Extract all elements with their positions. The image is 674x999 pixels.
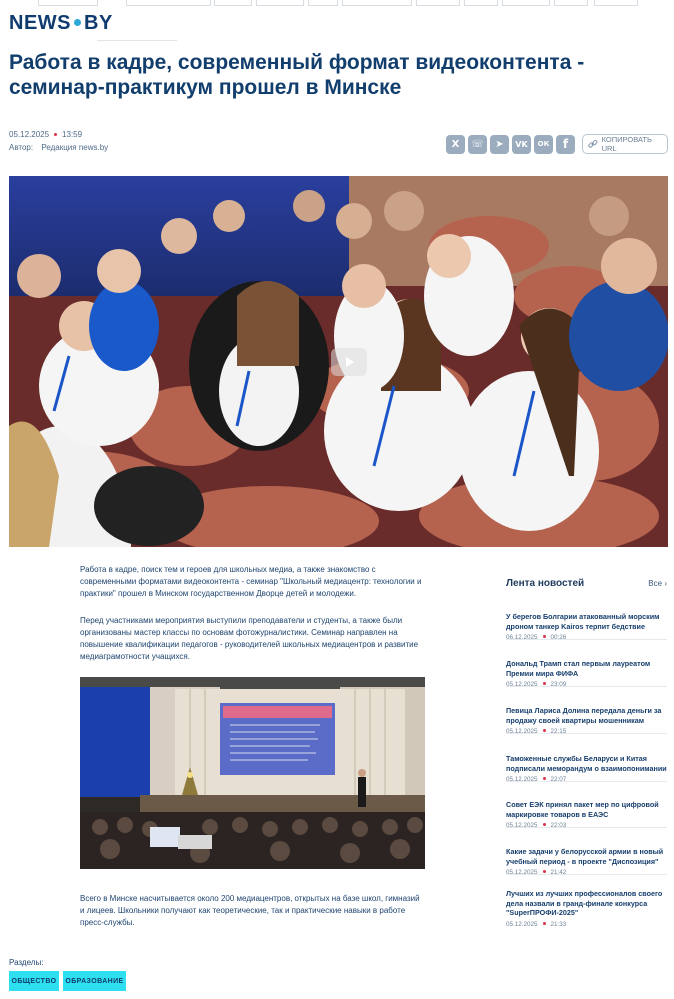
article-inline-photo[interactable] xyxy=(80,677,425,869)
item-time: 21:42 xyxy=(550,869,567,876)
article-paragraph: Всего в Минске насчитывается около 200 медиацентров, открытых на базе школ, гимназий и лицеев. Школьники получают как теоретические, так и практические навыки в работе пресс-службы. xyxy=(80,894,420,927)
top-nav-strip xyxy=(0,0,674,8)
news-feed-item[interactable] xyxy=(506,754,667,782)
item-time: 21:33 xyxy=(550,920,567,928)
article-paragraph: Работа в кадре, поиск тем и героев для школьных медиа, а также знакомство с современными форматами видеоконтента - семинар "Школьный медиацентр: технологии и практики" прошел в Минском государственном Дворце детей и молодежи. xyxy=(80,565,422,598)
share-bar xyxy=(446,134,575,154)
item-time: 22:07 xyxy=(550,776,567,783)
article-date: 05.12.2025 xyxy=(9,130,50,139)
item-date: 05.12.2025 xyxy=(506,776,538,783)
item-time: 23:09 xyxy=(550,681,567,688)
nav-tab[interactable] xyxy=(464,0,498,6)
viber-icon[interactable] xyxy=(468,135,487,154)
copy-url-label: КОПИРОВАТЬ URL xyxy=(601,135,652,153)
item-time: 22:15 xyxy=(550,728,567,735)
news-feed-item-title: Дональд Трамп стал первым лауреатом Премии мира ФИФА xyxy=(506,659,651,678)
nav-tab[interactable] xyxy=(554,0,588,6)
news-feed-item-meta xyxy=(506,634,667,641)
news-feed-item[interactable] xyxy=(506,659,667,687)
news-feed-item-title: Какие задачи у белорусской армии в новый учебный период - в проекте "Диспозиция" xyxy=(506,847,664,866)
news-feed-header xyxy=(506,576,667,590)
dot-separator-icon xyxy=(54,133,57,136)
dot-separator-icon xyxy=(543,922,546,925)
news-feed-item-title: Лучших из лучших профессионалов своего дела назвали в гранд-финале конкурса "SuperПРОФИ-2025" xyxy=(506,889,663,917)
logo-text-right: BY xyxy=(84,12,113,34)
link-icon xyxy=(587,138,599,150)
news-feed-item-meta xyxy=(506,921,667,928)
news-feed-item[interactable] xyxy=(506,889,667,927)
item-date: 05.12.2025 xyxy=(506,728,538,735)
share-glyph: ➤ xyxy=(495,138,504,150)
news-feed-item-meta xyxy=(506,681,667,688)
news-feed-item-title: У берегов Болгарии атакованный морским дроном танкер Kairos терпит бедствие xyxy=(506,612,660,631)
item-time: 00:26 xyxy=(550,634,567,641)
news-feed-item-meta xyxy=(506,728,667,735)
share-glyph: VK xyxy=(515,139,528,149)
odnoklassniki-icon[interactable] xyxy=(534,135,553,154)
nav-tab[interactable] xyxy=(38,0,98,6)
header-divider xyxy=(97,40,177,41)
item-date: 05.12.2025 xyxy=(506,822,538,829)
dot-separator-icon xyxy=(543,870,546,873)
article-title: Работа в кадре, современный формат видеоконтента - семинар-практикум прошел в Минске xyxy=(9,51,585,99)
nav-tab[interactable] xyxy=(126,0,211,6)
news-feed-all-link[interactable] xyxy=(648,579,667,588)
item-time: 22:03 xyxy=(550,822,567,829)
tag-obshchestvo[interactable]: ОБЩЕСТВО xyxy=(9,971,59,991)
inline-photo-graphic xyxy=(80,677,425,869)
share-glyph: X xyxy=(451,138,460,150)
news-feed xyxy=(506,576,667,928)
news-feed-item-title: Совет ЕЭК принял пакет мер по цифровой маркировке товаров в ЕАЭС xyxy=(506,800,659,819)
x-icon[interactable] xyxy=(446,135,465,154)
news-feed-item-title: Певица Лариса Долина передала деньги за продажу своей квартиры мошенникам xyxy=(506,706,662,725)
news-feed-item-meta xyxy=(506,822,667,829)
facebook-icon[interactable] xyxy=(556,135,575,154)
nav-tab[interactable] xyxy=(308,0,338,6)
copy-url-button[interactable] xyxy=(582,134,668,154)
vk-icon[interactable] xyxy=(512,135,531,154)
nav-tab[interactable] xyxy=(416,0,460,6)
article-paragraph: Перед участниками мероприятия выступили преподаватели и студенты, а также были организованы мастер классы по основам фотожурналистики. Семинар направлен на повышение квалификации педагогов - руководителей школьных медиацентров и развитие медиаграмотности учащихся. xyxy=(80,616,419,661)
share-glyph: f xyxy=(562,137,569,151)
item-date: 06.12.2025 xyxy=(506,634,538,641)
chevron-right-icon: › xyxy=(664,578,667,588)
dot-separator-icon xyxy=(543,682,546,685)
news-feed-title: Лента новостей xyxy=(506,577,585,589)
dot-separator-icon xyxy=(543,635,546,638)
tag-obrazovanie[interactable]: ОБРАЗОВАНИЕ xyxy=(63,971,126,991)
author-label: Автор: xyxy=(9,143,34,152)
nav-tab[interactable] xyxy=(256,0,304,6)
author-link[interactable]: Редакция news.by xyxy=(41,143,109,152)
all-link-label: Все xyxy=(648,578,663,588)
dot-separator-icon xyxy=(543,823,546,826)
item-date: 05.12.2025 xyxy=(506,920,538,928)
news-feed-item[interactable] xyxy=(506,847,667,875)
nav-tab[interactable] xyxy=(594,0,638,6)
hero-photo[interactable] xyxy=(9,176,668,547)
nav-tab[interactable] xyxy=(214,0,252,6)
news-feed-item[interactable] xyxy=(506,706,667,734)
sections-label: Разделы: xyxy=(9,958,44,967)
share-glyph: ☏ xyxy=(471,138,484,150)
news-feed-item-title: Таможенные службы Беларуси и Китая подписали меморандум о взаимопонимании xyxy=(506,754,667,773)
dot-separator-icon xyxy=(543,729,546,732)
item-date: 05.12.2025 xyxy=(506,681,538,688)
news-feed-item-meta xyxy=(506,869,667,876)
telegram-icon[interactable] xyxy=(490,135,509,154)
news-feed-item[interactable] xyxy=(506,612,667,640)
article-time: 13:59 xyxy=(62,130,83,139)
play-icon xyxy=(343,356,355,368)
logo-dot-icon xyxy=(74,19,81,26)
nav-tab[interactable] xyxy=(342,0,412,6)
news-feed-item-meta xyxy=(506,776,667,783)
dot-separator-icon xyxy=(543,777,546,780)
video-play-button[interactable] xyxy=(331,348,367,376)
share-glyph: ОК xyxy=(537,140,550,148)
site-logo[interactable] xyxy=(9,12,113,34)
news-feed-item[interactable] xyxy=(506,800,667,828)
nav-tab[interactable] xyxy=(502,0,550,6)
item-date: 05.12.2025 xyxy=(506,869,538,876)
article-datetime xyxy=(9,130,82,139)
article-author xyxy=(9,143,108,152)
logo-text-left: NEWS xyxy=(9,12,71,34)
